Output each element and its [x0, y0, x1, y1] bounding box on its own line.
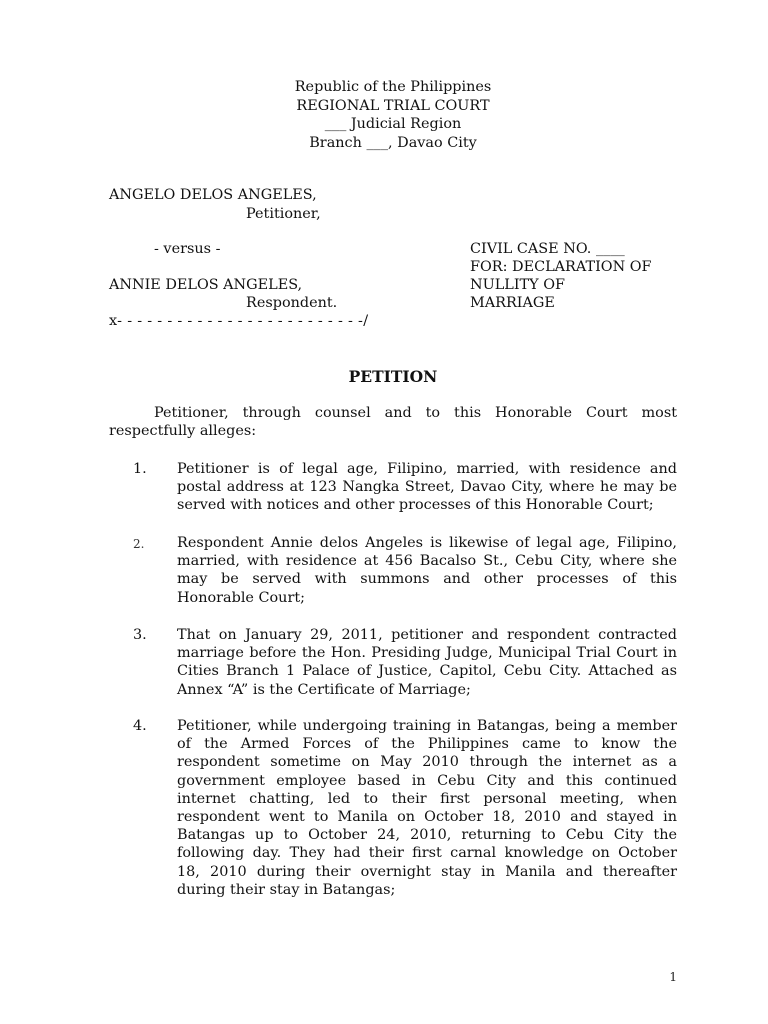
- item-line: following day. They had their first carnal knowledge on October: [177, 845, 677, 862]
- petitioner-role: Petitioner,: [246, 206, 321, 222]
- item-line: marriage before the Hon. Presiding Judge, Municipal Trial Court in: [177, 645, 677, 662]
- item-line: may be served with summons and other processes of this: [177, 571, 677, 588]
- item-text: [177, 717, 677, 899]
- header-region: ___ Judicial Region: [324, 116, 462, 132]
- item-line: during their stay in Batangas;: [177, 881, 396, 898]
- item-line: Annex “A” is the Certificate of Marriage;: [177, 681, 471, 698]
- intro-paragraph: [109, 404, 677, 440]
- item-line: Respondent Annie delos Angeles is likewise of legal age, Filipino,: [177, 535, 677, 551]
- item-number: 1.: [133, 461, 147, 477]
- item-line: Petitioner, while undergoing training in Batangas, being a member: [177, 718, 677, 734]
- item-line: married, with residence at 456 Bacalso St., Cebu City, where she: [177, 553, 677, 570]
- case-for-line1: FOR: DECLARATION OF: [470, 259, 652, 275]
- court-header: [0, 78, 768, 152]
- versus-label: - versus -: [154, 241, 221, 257]
- case-number: CIVIL CASE NO. ____: [470, 241, 625, 257]
- case-for-line2: NULLITY OF: [470, 277, 565, 293]
- respondent-role: Respondent.: [246, 295, 338, 311]
- item-line: 18, 2010 during their overnight stay in Manila and thereafter: [177, 863, 677, 880]
- intro-line-2: respectfully alleges:: [109, 423, 257, 439]
- respondent-name: ANNIE DELOS ANGELES,: [109, 277, 303, 293]
- item-line: of the Armed Forces of the Philippines came to know the: [177, 736, 677, 753]
- item-text: [177, 460, 677, 515]
- intro-line-1: Petitioner, through counsel and to this Honorable Court most: [154, 405, 677, 421]
- item-line: government employee based in Cebu City and this continued: [177, 772, 677, 789]
- item-text: [177, 626, 677, 699]
- item-number: 4.: [133, 718, 147, 734]
- item-line: Batangas up to October 24, 2010, returning to Cebu City the: [177, 827, 677, 844]
- caption-separator: x- - - - - - - - - - - - - - - - - - - - - - - - -/: [109, 313, 369, 329]
- document-title: PETITION: [348, 367, 438, 386]
- item-line: Honorable Court;: [177, 589, 305, 606]
- item-number: 2.: [133, 537, 145, 551]
- header-court: REGIONAL TRIAL COURT: [296, 97, 490, 114]
- page-number: 1: [669, 970, 677, 984]
- header-republic: Republic of the Philippines: [294, 79, 492, 95]
- item-line: respondent sometime on May 2010 through the internet as a: [177, 754, 677, 771]
- case-for-line3: MARRIAGE: [470, 295, 555, 311]
- item-line: Petitioner is of legal age, Filipino, married, with residence and: [177, 461, 677, 477]
- item-line: postal address at 123 Nangka Street, Davao City, where he may be: [177, 479, 677, 496]
- petitioner-name: ANGELO DELOS ANGELES,: [109, 187, 317, 203]
- item-text: [177, 534, 677, 607]
- item-number: 3.: [133, 627, 147, 643]
- item-line: Cities Branch 1 Palace of Justice, Capitol, Cebu City. Attached as: [177, 663, 677, 680]
- item-line: respondent went to Manila on October 18, 2010 and stayed in: [177, 809, 677, 826]
- item-line: internet chatting, led to their first personal meeting, when: [177, 790, 677, 807]
- item-line: That on January 29, 2011, petitioner and respondent contracted: [177, 627, 677, 643]
- header-branch: Branch ___, Davao City: [309, 134, 477, 151]
- item-line: served with notices and other processes of this Honorable Court;: [177, 497, 654, 514]
